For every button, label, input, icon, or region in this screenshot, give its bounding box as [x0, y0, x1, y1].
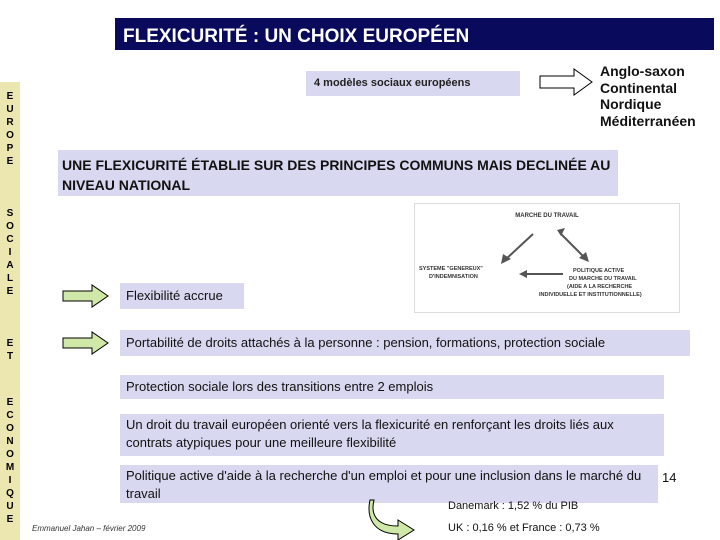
- arrow-right-icon: [62, 330, 110, 356]
- stat-danemark: Danemark : 1,52 % du PIB: [448, 500, 579, 512]
- diagram-arrow-head: [519, 270, 527, 278]
- item-portabilite: Portabilité de droits attachés à la personne : pension, formations, protection sociale: [120, 330, 690, 356]
- diagram-arrow-head: [557, 228, 565, 236]
- model-item: Continental: [600, 79, 677, 96]
- diagram-right-label3: (AIDE A LA RECHERCHE: [567, 284, 633, 290]
- item-politique-active: Politique active d'aide à la recherche d'un emploi et pour une inclusion dans le marché du travail: [120, 465, 658, 503]
- item-droit-travail: Un droit du travail européen orienté vers la flexicurité en renforçant les droits liés aux contrats atypiques pour une meilleure flexibilité: [120, 414, 664, 456]
- model-item: Nordique: [600, 96, 662, 112]
- model-item: Méditerranéen: [600, 112, 696, 129]
- diagram-left-label2: D'INDEMNISATION: [429, 274, 478, 280]
- diagram-right-label4: INDIVIDUELLE ET INSTITUTIONNELLE): [539, 292, 642, 298]
- sidebar-word-europe: E U R O P E: [6, 91, 14, 167]
- sidebar-word-et: E T: [6, 338, 14, 362]
- principes-box: UNE FLEXICURITÉ ÉTABLIE SUR DES PRINCIPES COMMUNS MAIS DECLINÉE AU NIVEAU NATIONAL: [58, 150, 618, 196]
- diagram-left-label1: SYSTEME "GENEREUX": [419, 266, 483, 272]
- sidebar-word-economique: E C O N O M I Q U E: [5, 397, 15, 525]
- triangle-diagram: [414, 203, 680, 313]
- arrow-right-icon: [538, 66, 594, 98]
- models-list: [600, 63, 696, 129]
- page-number: 14: [662, 470, 677, 485]
- stat-uk-france: UK : 0,16 % et France : 0,73 %: [448, 522, 600, 534]
- item-protection: Protection sociale lors des transitions entre 2 emplois: [120, 375, 664, 399]
- item-flexibilite: Flexibilité accrue: [120, 283, 244, 309]
- arrow-right-icon: [62, 283, 110, 309]
- diagram-right-label1: POLITIQUE ACTIVE: [573, 268, 625, 274]
- sidebar-word-sociale: S O C I A L E: [6, 208, 14, 297]
- page-title: FLEXICURITÉ : UN CHOIX EUROPÉEN: [115, 18, 714, 50]
- diagram-right-label2: DU MARCHE DU TRAVAIL: [569, 276, 637, 282]
- footer-author: Emmanuel Jahan – février 2009: [32, 524, 146, 533]
- model-item: Anglo-saxon: [600, 63, 685, 79]
- diagram-arrow: [561, 234, 585, 258]
- curved-arrow-icon: [368, 496, 440, 540]
- diagram-top-label: MARCHE DU TRAVAIL: [515, 213, 579, 219]
- modeles-box: 4 modèles sociaux européens: [306, 71, 520, 96]
- diagram-arrow: [505, 234, 533, 260]
